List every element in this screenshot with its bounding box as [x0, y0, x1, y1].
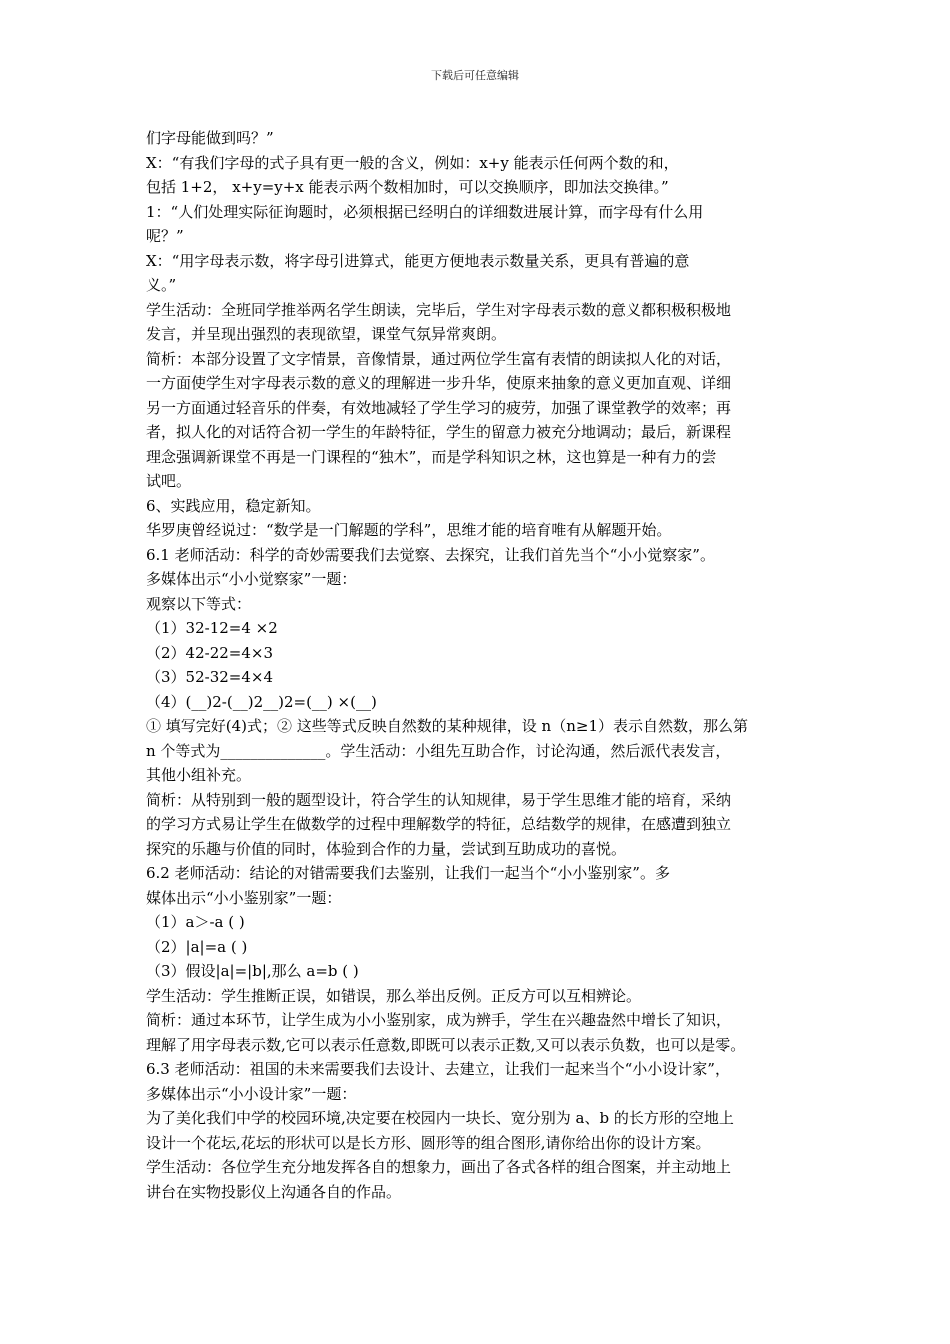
text-line: 另一方面通过轻音乐的伴奏，有效地减轻了学生学习的疲劳，加强了课堂教学的效率；再 [146, 398, 732, 417]
text-line: 们字母能做到吗？” [146, 129, 274, 147]
text-line: 观察以下等式： [146, 594, 252, 613]
text-line: 学生活动：全班同学推举两名学生朗读，完毕后，学生对字母表示数的意义都积极积极地 [146, 300, 732, 319]
text-line: （3）52-32=4×4 [146, 668, 274, 686]
text-line: 6.2 老师活动：结论的对错需要我们去鉴别，让我们一起当个“小小鉴别家”。多 [146, 864, 670, 882]
text-line: X：“有我们字母的式子具有更一般的含义，例如：x+y 能表示任何两个数的和， [146, 153, 679, 172]
text-line: 呢？” [146, 227, 184, 245]
text-line: 者，拟人化的对话符合初一学生的年龄特征，学生的留意力被充分地调动；最后，新课程 [146, 423, 732, 441]
text-line: ① 填写完好(4)式；② 这些等式反映自然数的某种规律，设 n（n≥1）表示自然数，那么第 [146, 717, 748, 735]
text-line: 简析：通过本环节，让学生成为小小鉴别家，成为辨手，学生在兴趣盎然中增长了知识， [146, 1011, 732, 1029]
document-body [146, 126, 810, 1204]
text-line: 试吧。 [146, 472, 192, 490]
text-line: 为了美化我们中学的校园环境,决定要在校园内一块长、宽分别为 a、b 的长方形的空地上 [146, 1109, 734, 1127]
text-line: 一方面使学生对字母表示数的意义的理解进一步升华，使原来抽象的意义更加直观、详细 [146, 374, 732, 392]
text-line: 1：“人们处理实际征询题时，必须根据已经明白的详细数进展计算，而字母有什么用 [146, 202, 704, 221]
text-line: 6.3 老师活动：祖国的未来需要我们去设计、去建立，让我们一起来当个“小小设计家”， [146, 1060, 730, 1078]
text-line: 媒体出示“小小鉴别家”一题： [146, 888, 342, 907]
text-line: 6.1 老师活动：科学的奇妙需要我们去觉察、去探究，让我们首先当个“小小觉察家”。 [146, 545, 715, 564]
text-line: 讲台在实物投影仪上沟通各自的作品。 [146, 1182, 402, 1201]
text-line: 简析：从特别到一般的题型设计，符合学生的认知规律，易于学生思维才能的培育，采纳 [146, 790, 732, 809]
text-line: 多媒体出示“小小觉察家”一题： [146, 570, 357, 588]
text-line: （3）假设|a|=|b|,那么 a=b ( ) [146, 962, 359, 980]
text-line: 理解了用字母表示数,它可以表示任意数,即既可以表示正数,又可以表示负数，也可以是零。 [146, 1035, 746, 1054]
text-line: 探究的乐趣与价值的同时，体验到合作的力量，尝试到互助成功的喜悦。 [146, 839, 627, 858]
page-header: 下载后可任意编辑 [431, 69, 519, 82]
text-line: 设计一个花坛,花坛的形状可以是长方形、圆形等的组合图形,请你给出你的设计方案。 [146, 1133, 711, 1152]
text-line: （1）a＞-a ( ) [146, 913, 245, 931]
text-line: X：“用字母表示数，将字母引进算式，能更方便地表示数量关系，更具有普遍的意 [146, 251, 690, 270]
text-line: 发言，并呈现出强烈的表现欲望，课堂气氛异常爽朗。 [146, 325, 507, 343]
text-line: 包括 1+2， x+y=y+x 能表示两个数相加时，可以交换顺序，即加法交换律。” [146, 178, 669, 196]
text-line: （1）32-12=4 ×2 [146, 619, 278, 637]
text-line: 学生活动：学生推断正误，如错误，那么举出反例。正反方可以互相辨论。 [146, 986, 642, 1005]
text-line: （2）42-22=4×3 [146, 643, 274, 662]
text-line: （4）(__)2-(__)2__)2=(__) ×(__) [146, 692, 377, 711]
text-line: 理念强调新课堂不再是一门课程的“独木”，而是学科知识之林，这也算是一种有力的尝 [146, 447, 717, 466]
text-line: 其他小组补充。 [146, 766, 252, 784]
text-line: 学生活动：各位学生充分地发挥各自的想象力，画出了各式各样的组合图案，并主动地上 [146, 1158, 732, 1176]
text-line: 华罗庚曾经说过：“数学是一门解题的学科”，思维才能的培育唯有从解题开始。 [146, 521, 672, 539]
text-line: n 个等式为______________。学生活动：小组先互助合作，讨论沟通，然后派代表发言， [146, 741, 731, 760]
text-line: 多媒体出示“小小设计家”一题： [146, 1084, 357, 1103]
text-line: 简析：本部分设置了文字情景，音像情景，通过两位学生富有表情的朗读拟人化的对话， [146, 349, 732, 368]
text-line: （2）|a|=a ( ) [146, 937, 248, 956]
text-line: 6、实践应用，稳定新知。 [146, 496, 321, 515]
text-line: 的学习方式易让学生在做数学的过程中理解数学的特征，总结数学的规律，在感遭到独立 [146, 815, 732, 833]
text-line: 义。” [146, 276, 177, 294]
